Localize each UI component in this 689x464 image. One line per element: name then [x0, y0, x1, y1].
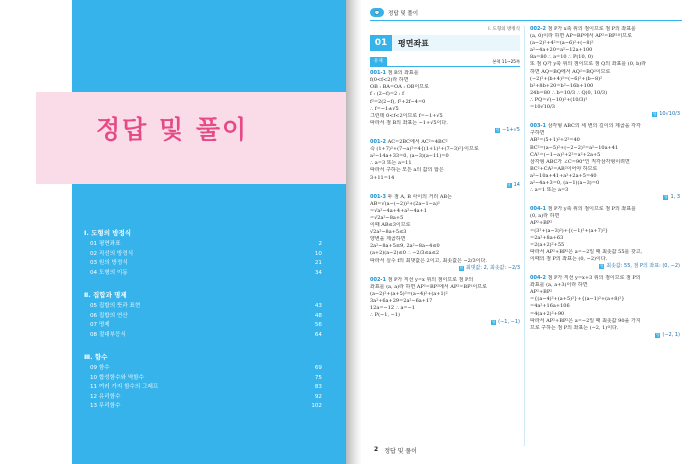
solution-line: AP²+BP²: [530, 220, 553, 227]
toc-item: [84, 302, 322, 312]
answer-line: [530, 194, 680, 201]
header-bubble-icon: 💬: [370, 8, 384, 17]
solution-line: [370, 277, 520, 284]
solution-line: 그런데 0<f<2이므로 f=−1+√5: [370, 112, 443, 119]
solution-line: ∴ f=−1±√5: [370, 105, 399, 112]
toc-item-label: 01 평면좌표: [90, 241, 121, 247]
toc-item-page: 34: [314, 269, 322, 276]
solution-line: [530, 275, 680, 282]
toc-item-label: 02 직선의 방정식: [90, 250, 134, 257]
right-column: [530, 26, 680, 344]
yuje-range: 본책 11~25쪽: [492, 59, 520, 65]
solution-block: [530, 26, 680, 118]
answer-text: 1, 3: [670, 194, 680, 201]
toc-item: [84, 331, 322, 341]
solution-block: [530, 206, 680, 270]
answer-text: (−1, −1): [498, 319, 520, 326]
toc-item: [84, 312, 322, 322]
toc-item-label: 11 여러 가지 함수의 그래프: [90, 384, 159, 390]
solution-line: ∴ P(−1, −1): [370, 312, 400, 319]
answer-icon: 답: [507, 182, 511, 187]
solution-text: 점 P가 직선 y=x+3 위의 점이므로 점 P의: [547, 275, 641, 282]
toc-item: [84, 393, 322, 403]
toc-item-label: 07 명제: [90, 322, 110, 328]
toc-item-label: 13 무리함수: [90, 403, 121, 409]
toc-item: [84, 374, 322, 384]
table-of-contents: [84, 228, 322, 424]
chapter-banner: [370, 35, 520, 51]
solution-line: f²=2(2−f), f²+2f−4=0: [370, 98, 426, 105]
solution-line: [370, 70, 520, 77]
toc-item-page: 48: [314, 312, 322, 319]
footer-page-number: 2: [374, 446, 379, 453]
toc-item-page: 2: [318, 241, 322, 247]
solution-line: 따라서 AP²+BP²은 a=−2일 때 최솟값 90을 가지: [530, 317, 641, 324]
answer-icon: 답: [491, 320, 496, 325]
toc-item: [84, 402, 322, 412]
solution-line: (a−2)²+4²=(a−6)²+(−8)²: [530, 40, 594, 47]
chapter-subtitle: Ⅰ. 도형의 방정식: [488, 27, 520, 32]
answer-icon: 답: [664, 195, 668, 200]
solution-line: √2a²−8a+5≤3: [370, 229, 407, 236]
toc-item-page: 102: [311, 403, 322, 409]
answer-text: 14: [513, 181, 520, 188]
solution-line: AB²=(5+1)²+2²=40: [530, 137, 580, 144]
problem-number: 004-2: [530, 275, 546, 282]
toc-item-label: 09 함수: [90, 365, 110, 371]
solution-line: [530, 206, 680, 213]
answer-text: −1+√5: [502, 126, 520, 133]
toc-section-title: Ⅲ. 함수: [84, 353, 108, 361]
solution-line: 이때 AB≤3이므로: [370, 222, 411, 229]
left-column: [370, 26, 520, 331]
answer-icon: 답: [656, 332, 660, 337]
solution-line: 따라서 실수 f의 최댓값은 2이고, 최솟값은 −2/3이다.: [370, 257, 487, 264]
solution-line: a²−4a+20=a²−12a+100: [530, 47, 593, 54]
solution-line: 3a²+6a+29=2a²−6a+17: [370, 298, 433, 304]
solution-line: 므로 구하는 점 P의 좌표는 (−2, 1)이다.: [530, 324, 619, 331]
answer-line: [370, 127, 520, 134]
solution-line: 24b=80 ∴ b=10/3 ∴ Q(0, 10/3): [530, 89, 608, 96]
solution-line: (a−2)²+(a+5)²=(a−4)²+(a+1)²: [370, 290, 448, 297]
solution-line: ∴ PQ=√(−10)²+(10/3)²: [530, 96, 588, 103]
solution-block: [530, 275, 680, 339]
solution-text: 점 P가 y축 위의 점이므로 점 P의 좌표를: [547, 206, 636, 213]
column-divider: [524, 26, 525, 446]
solution-block: [370, 139, 520, 189]
solution-line: a²−14a+33=0, (a−3)(a−11)=0: [370, 153, 449, 160]
solution-line: =(3²+(a−3)²)+{(−1)²+(a+7)²}: [530, 227, 608, 234]
toc-item-page: 83: [314, 384, 322, 390]
solution-line: 따라서 점 B의 좌표는 −1+√5이다.: [370, 119, 448, 126]
toc-item-label: 03 원의 방정식: [90, 260, 128, 266]
solution-line: BC²+CA²=AB²이어야 하므로: [530, 165, 598, 172]
answer-icon: 답: [600, 264, 604, 268]
solution-text: 점 P가 직선 y=x 위의 점이므로 점 P의: [387, 276, 474, 283]
solution-line: 2a²−8a+5≤9, 2a²−8a−4≤0: [370, 243, 440, 250]
toc-section-title: Ⅰ. 도형의 방정식: [84, 229, 132, 237]
solution-line: 하면 AQ=BQ에서 AQ²=BQ²이므로: [530, 68, 611, 75]
answer-line: [370, 265, 520, 272]
solution-line: 좌표를 (a, a)라 하면 AP²=BP²에서 AP²=BP²이므로: [370, 283, 487, 290]
solution-line: AP²+BP²: [530, 289, 553, 296]
solution-line: ∴ a=1 또는 a=3: [530, 187, 569, 194]
toc-item-label: 12 유리함수: [90, 393, 121, 400]
toc-item: [84, 240, 322, 250]
solution-line: [370, 139, 520, 146]
toc-item: [84, 269, 322, 279]
solution-line: 삼각형 ABC가 ∠C=90°인 직각삼각형이려면: [530, 158, 630, 165]
solution-line: 8a=80 ∴ a=10 ∴ P(10, 0): [530, 54, 593, 61]
toc-item-page: 75: [314, 374, 322, 381]
solution-line: f : (2−f)=2 : f: [370, 91, 404, 98]
toc-item-page: 69: [314, 365, 322, 371]
answer-icon: 답: [459, 265, 464, 270]
header-title: 정답 및 풀이: [388, 10, 419, 17]
toc-item: [84, 364, 322, 374]
solution-line: =10√10/3: [530, 104, 555, 111]
solution-line: =4(a+2)²+90: [530, 310, 565, 317]
toc-item-label: 10 합성함수와 역함수: [90, 374, 144, 381]
toc-item-page: 92: [314, 393, 322, 400]
toc-item-label: 04 도형의 이동: [90, 269, 128, 276]
page-footer: [374, 446, 417, 455]
solution-line: BC²=(a−5)²+(−2−2)²=a²−10a+41: [530, 144, 619, 151]
answer-line: [370, 319, 520, 326]
solution-line: 즉 (1+7)²+(7−a)²=4{(1+1)²+(7−3)²}이므로: [370, 146, 479, 153]
answer-line: [530, 332, 680, 339]
solution-line: (a+2)(a−2)≤0 ∴ −2/3≤a≤2: [370, 250, 440, 257]
answer-text: (−2, 1): [662, 331, 680, 338]
solution-text: 삼각형 ABC의 세 변의 길이의 제곱을 각각: [547, 123, 641, 130]
page-header: [370, 8, 418, 17]
right-page: [362, 0, 689, 464]
solution-line: =√2a²−8a+5: [370, 214, 404, 221]
solution-block: [530, 123, 680, 201]
solution-line: (a, 0)이라 하면 AP=BP에서 AP²=BP²이므로: [530, 33, 632, 40]
solution-line: 따라서 구하는 모든 a의 값의 합은: [370, 167, 444, 174]
answer-icon: 답: [653, 112, 657, 117]
solution-line: a²−4a+3=0, (a−1)(a−3)=0: [530, 179, 600, 186]
solution-text: 두 점 A, B 사이의 거리 AB는: [387, 193, 452, 200]
cover-title: 정답 및 풀이: [96, 115, 249, 144]
solution-line: b²+8b+20=b²−16b+100: [530, 82, 594, 89]
answer-text: 최솟값: 55, 점 P의 좌표: (0, −2): [606, 263, 680, 269]
solution-line: [530, 26, 680, 33]
toc-section: [84, 228, 322, 278]
problem-number: 001-1: [370, 70, 386, 77]
toc-item-page: 10: [314, 250, 322, 257]
footer-title: 정답 및 풀이: [384, 448, 417, 455]
solution-line: [530, 123, 680, 130]
left-solutions: [370, 70, 520, 326]
solution-text: 점 B의 좌표를: [387, 70, 419, 77]
toc-section-title: Ⅱ. 집합과 명제: [84, 291, 127, 299]
toc-item-page: 56: [314, 322, 322, 328]
answer-line: [370, 182, 520, 189]
book-gutter: [346, 0, 362, 464]
answer-icon: 답: [495, 127, 500, 132]
yuje-bar: [370, 57, 520, 67]
solution-line: =2(a+2)²+55: [530, 241, 565, 248]
solution-line: 좌표를 (a, a+3)이라 하면: [530, 282, 588, 289]
solution-line: [370, 194, 520, 201]
solution-line: 12a=−12 ∴ a=−1: [370, 305, 415, 312]
toc-item: [84, 321, 322, 331]
solution-line: f(0<f<2)라 하면: [370, 77, 409, 84]
solution-block: [370, 277, 520, 327]
solution-line: AB=√(a−(−2))²+(2a−1−a)²: [370, 200, 440, 207]
toc-item: [84, 250, 322, 260]
solution-line: =4a²+16a+106: [530, 303, 570, 310]
problem-number: 002-1: [370, 276, 386, 283]
answer-line: [530, 111, 680, 118]
answer-line: [530, 263, 680, 270]
solution-line: a²−10a+41+a²+2a+5=40: [530, 172, 597, 179]
solution-block: [370, 194, 520, 272]
solution-block: [370, 70, 520, 134]
solution-line: 양변을 제곱하면: [370, 236, 406, 243]
solution-line: CA²=(−1−a)²+2²=a²+2a+5: [530, 151, 601, 158]
solution-line: =2a²+8a+63: [530, 234, 564, 241]
solution-line: (−2)²+(b+4)²=(−6)²+(b−8)²: [530, 75, 603, 82]
solution-line: ∴ a=3 또는 a=11: [370, 160, 412, 167]
solution-line: =√a²−4a+4+a²−4a+1: [370, 207, 427, 214]
problem-number: 001-2: [370, 139, 386, 146]
toc-section: [84, 290, 322, 340]
toc-item-page: 21: [314, 260, 322, 266]
solution-line: 이때의 점 P의 좌표는 (0, −2)이다.: [530, 255, 608, 262]
problem-number: 004-1: [530, 206, 546, 213]
yuje-tag: 유제: [370, 57, 387, 66]
toc-item-label: 05 집합의 뜻과 표현: [90, 303, 141, 309]
solution-text: 점 P가 x축 위의 점이므로 점 P의 좌표를: [547, 26, 636, 32]
solution-text: AC=2BC에서 AC²=4BC²: [387, 139, 448, 146]
chapter-number: 01: [370, 35, 392, 51]
solution-line: ={(a−4)²+(a+5)²}+{(a−1)²+(a+8)²}: [530, 296, 625, 303]
problem-number: 003-1: [530, 123, 546, 130]
answer-text: 10√10/3: [659, 111, 680, 118]
toc-item: [84, 259, 322, 269]
solution-line: (0, a)라 하면: [530, 213, 560, 220]
solution-line: 또 점 Q가 y축 위의 점이므로 점 Q의 좌표를 (0, b)라: [530, 61, 647, 68]
toc-item: [84, 383, 322, 393]
solution-line: OB : BA=OA : OB이므로: [370, 84, 429, 91]
toc-item-page: 43: [314, 303, 322, 309]
toc-item-label: 08 절대부등식: [90, 331, 126, 338]
answer-text: 최댓값: 2, 최솟값: −2/3: [465, 264, 520, 271]
toc-item-page: 64: [314, 331, 322, 338]
solution-line: 구하면: [530, 130, 545, 137]
toc-item-label: 06 집합의 연산: [90, 312, 128, 319]
problem-number: 002-2: [530, 26, 546, 32]
solution-line: 따라서 AP²+BP²은 a=−2일 때 최솟값 55를 갖고,: [530, 248, 643, 255]
solution-line: 3+11=14: [370, 174, 395, 181]
problem-number: 001-3: [370, 193, 386, 200]
header-rule: [370, 20, 682, 21]
toc-section: [84, 352, 322, 412]
chapter-title: 평면좌표: [392, 35, 520, 51]
